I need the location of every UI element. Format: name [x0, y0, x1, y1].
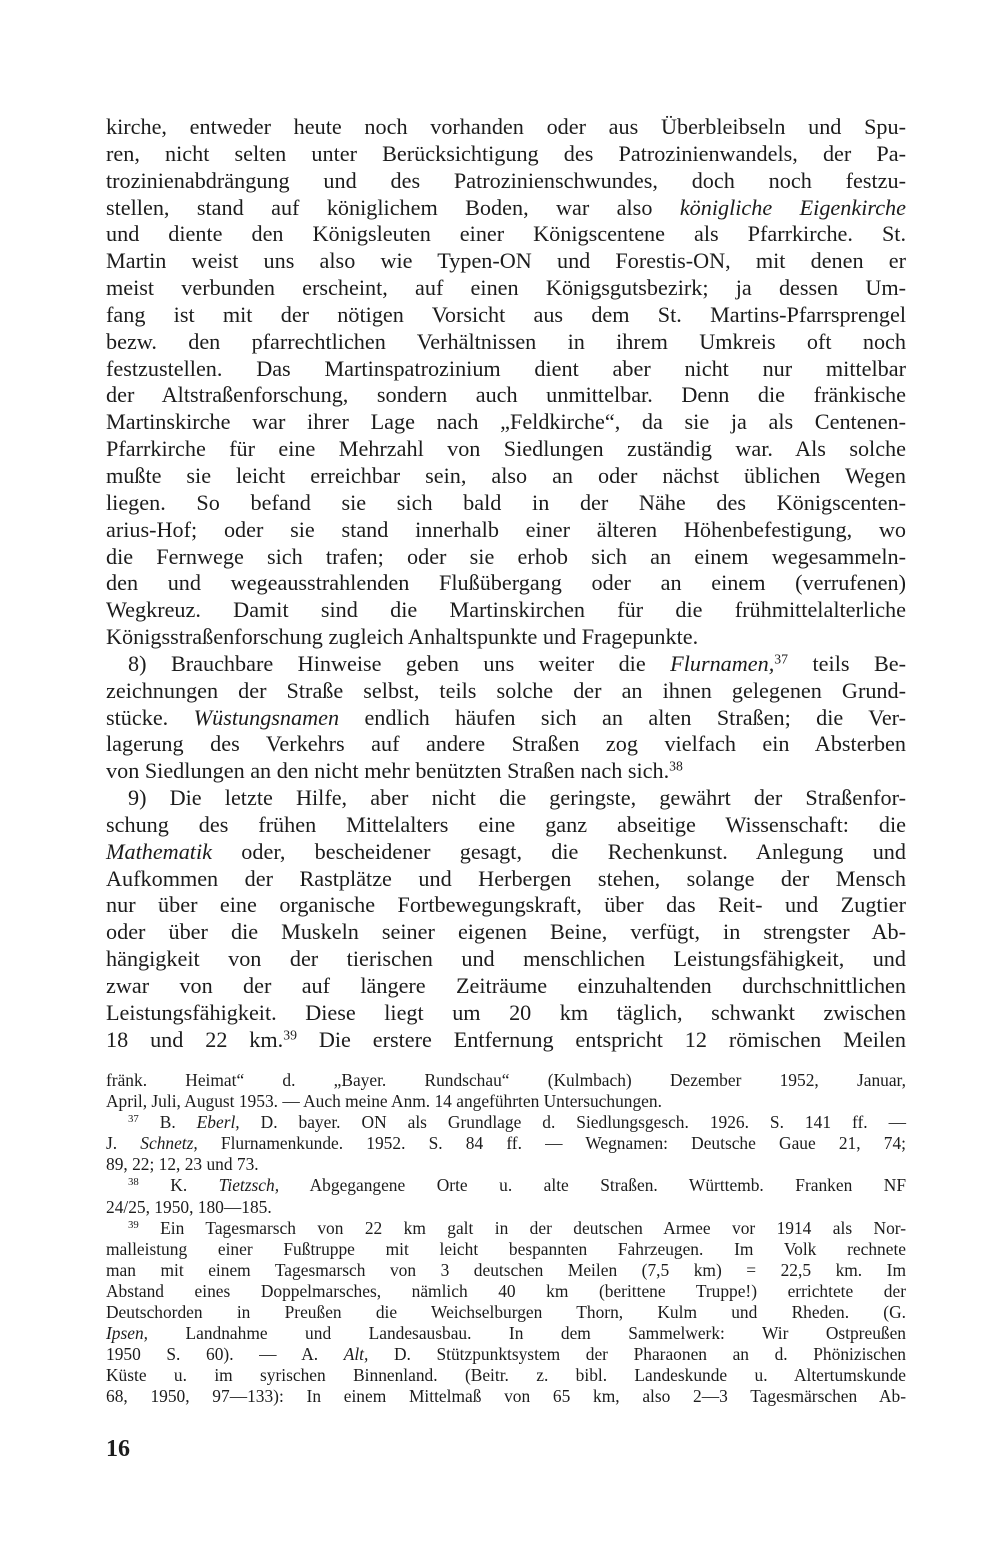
- text-run: hängigkeit von der tierischen und menschlichen Leistungsfähigkeit, und: [106, 946, 906, 972]
- body-line: [106, 436, 906, 463]
- text-run: 9) Die letzte Hilfe, aber nicht die geringste, gewährt der Straßenfor-: [128, 785, 906, 811]
- footnote-line: [106, 1281, 906, 1302]
- italic-term: königliche Eigenkirche: [679, 194, 906, 220]
- body-line: [106, 302, 906, 329]
- italic-term: Schnetz,: [140, 1133, 198, 1154]
- footnote-line: [106, 1239, 906, 1260]
- footnote-line: [106, 1070, 906, 1091]
- text-run: endlich häufen sich an alten Straßen; die Ver-: [339, 704, 906, 730]
- text-run: kirche, entweder heute noch vorhanden oder aus Überbleibseln und Spu-: [106, 114, 906, 139]
- body-line: [106, 463, 906, 490]
- text-run: nur über eine organische Fortbewegungskraft, über das Reit- und Zugtier: [106, 892, 906, 918]
- footnote-marker: 37: [128, 1113, 139, 1126]
- body-line: [106, 409, 906, 436]
- text-run: liegen. So befand sie sich bald in der Nähe des Königscenten-: [106, 489, 906, 515]
- text-run: oder über die Muskeln seiner eigenen Beine, verfügt, in strengster Ab-: [106, 919, 906, 945]
- body-line: [106, 597, 906, 624]
- body-text: [106, 114, 906, 1054]
- text-run: die Fernwege sich trafen; oder sie erhob sich an einem wegesammeln-: [106, 543, 906, 569]
- body-line: [106, 517, 906, 544]
- text-run: Abgegangene Orte u. alte Straßen. Württemb. Franken NF: [279, 1175, 906, 1196]
- body-line: [106, 892, 906, 919]
- text-run: B.: [138, 1112, 197, 1133]
- text-run: Landnahme und Landesausbau. In dem Sammelwerk: Wir Ostpreußen: [148, 1323, 906, 1344]
- body-line: [106, 678, 906, 705]
- text-run: Leistungsfähigkeit. Diese liegt um 20 km täglich, schwankt zwischen: [106, 999, 906, 1025]
- footnote-line: [106, 1260, 906, 1281]
- italic-term: Tietzsch,: [218, 1175, 280, 1196]
- body-line: [106, 248, 906, 275]
- text-run: stücke.: [106, 704, 194, 730]
- text-run: mußte sie leicht erreichbar sein, also an oder nächst üblichen Wegen: [106, 462, 906, 488]
- text-run: 18 und 22 km.: [106, 1026, 284, 1052]
- text-run: festzustellen. Das Martinspatrozinium dient aber nicht nur mittelbar: [106, 355, 906, 381]
- body-line: [106, 624, 906, 651]
- text-run: 8) Brauchbare Hinweise geben uns weiter die: [128, 650, 671, 676]
- text-run: 24/25, 1950, 180—185.: [106, 1196, 272, 1217]
- body-line: [106, 544, 906, 571]
- footnote-line: [106, 1386, 906, 1407]
- italic-term: Ipsen,: [106, 1323, 149, 1344]
- text-run: man mit einem Tagesmarsch von 3 deutschen Meilen (7,5 km) = 22,5 km. Im: [106, 1259, 906, 1280]
- text-run: Küste u. im syrischen Binnenland. (Beitr. z. bibl. Landeskunde u. Altertumskunde: [106, 1365, 906, 1386]
- footnote-line: [106, 1091, 906, 1112]
- italic-term: Eberl,: [196, 1112, 240, 1133]
- italic-term: Wüstungsnamen: [193, 704, 340, 730]
- text-run: April, Juli, August 1953. — Auch meine Anm. 14 angeführten Untersuchungen.: [106, 1091, 662, 1112]
- text-run: 68, 1950, 97—133): In einem Mittelmaß von 65 km, also 2—3 Tagesmärschen Ab-: [106, 1386, 906, 1407]
- text-run: Die erstere Entfernung entspricht 12 römischen Meilen: [296, 1026, 906, 1052]
- body-line: [106, 731, 906, 758]
- text-run: Deutschorden in Preußen die Weichselburgen Thorn, Kulm und Rheden. (G.: [106, 1302, 906, 1323]
- text-run: und diente den Königsleuten einer Königscentene als Pfarrkirche. St.: [106, 221, 906, 247]
- page-number: 16: [106, 1436, 130, 1462]
- footnote-line: [106, 1112, 906, 1133]
- footnote-line: [106, 1197, 906, 1218]
- italic-term: Alt,: [343, 1344, 369, 1365]
- body-line: [106, 490, 906, 517]
- text-run: teils Be-: [788, 650, 906, 676]
- body-line: [106, 973, 906, 1000]
- text-run: von Siedlungen an den nicht mehr benützten Straßen nach sich.: [106, 758, 670, 784]
- text-run: ren, nicht selten unter Berücksichtigung des Patrozinienwandels, der Pa-: [106, 140, 906, 166]
- footnote-marker: 38: [128, 1176, 139, 1189]
- body-line: [106, 356, 906, 383]
- body-line: [106, 839, 906, 866]
- text-run: 89, 22; 12, 23 und 73.: [106, 1154, 259, 1175]
- body-line: [106, 141, 906, 168]
- body-line: [106, 705, 906, 732]
- text-run: Wegkreuz. Damit sind die Martinskirchen für die frühmittelalterliche: [106, 597, 906, 623]
- text-run: trozinienabdrängung und des Patrozinienschwundes, doch noch festzu-: [106, 167, 906, 193]
- body-line: [106, 919, 906, 946]
- text-run: bezw. den pfarrechtlichen Verhältnissen in ihrem Umkreis oft noch: [106, 328, 906, 354]
- text-run: arius-Hof; oder sie stand innerhalb einer älteren Höhenbefestigung, wo: [106, 516, 906, 542]
- text-run: K.: [138, 1175, 219, 1196]
- body-line: [106, 329, 906, 356]
- text-run: zwar von der auf längere Zeiträume einzuhaltenden durchschnittlichen: [106, 973, 906, 998]
- text-run: D. bayer. ON als Grundlage d. Siedlungsgesch. 1926. S. 141 ff. —: [239, 1112, 906, 1133]
- italic-term: Mathematik: [106, 838, 212, 864]
- text-run: zeichnungen der Straße selbst, teils solche der an ihnen gelegenen Grund-: [106, 677, 906, 703]
- text-run: den und wegeausstrahlenden Flußübergang oder an einem (verrufenen): [106, 570, 906, 596]
- footnote-marker: 37: [774, 651, 789, 667]
- text-run: oder, bescheidener gesagt, die Rechenkunst. Anlegung und: [211, 838, 906, 864]
- footnote-line: [106, 1154, 906, 1175]
- body-line: [106, 758, 906, 785]
- body-line: [106, 570, 906, 597]
- text-run: Königsstraßenforschung zugleich Anhaltspunkte und Fragepunkte.: [106, 624, 699, 650]
- text-run: stellen, stand auf königlichem Boden, war also: [106, 194, 680, 220]
- footnote-line: [106, 1344, 906, 1365]
- body-line: [106, 946, 906, 973]
- text-run: Pfarrkirche für eine Mehrzahl von Siedlungen zuständig war. Als solche: [106, 436, 906, 462]
- italic-term: Flurnamen,: [670, 650, 775, 676]
- text-run: Aufkommen der Rastplätze und Herbergen stehen, solange der Mensch: [106, 865, 906, 891]
- body-line: [106, 382, 906, 409]
- body-line: [106, 651, 906, 678]
- text-run: J.: [106, 1133, 141, 1154]
- body-line: [106, 1000, 906, 1027]
- footnote-line: [106, 1218, 906, 1239]
- text-run: lagerung des Verkehrs auf andere Straßen zog vielfach ein Absterben: [106, 731, 906, 757]
- text-run: Abstand eines Doppelmarsches, nämlich 40 km (berittene Truppe!) errichtete der: [106, 1280, 906, 1301]
- text-run: fränk. Heimat“ d. „Bayer. Rundschau“ (Kulmbach) Dezember 1952, Januar,: [106, 1070, 906, 1090]
- body-line: [106, 1027, 906, 1054]
- body-line: [106, 812, 906, 839]
- text-run: D. Stützpunktsystem der Pharaonen an d. Phönizischen: [368, 1344, 907, 1365]
- text-run: Flurnamenkunde. 1952. S. 84 ff. — Wegnamen: Deutsche Gaue 21, 74;: [197, 1133, 906, 1154]
- footnote-marker: 38: [669, 758, 683, 774]
- text-run: schung des frühen Mittelalters eine ganz abseitige Wissenschaft: die: [106, 811, 906, 837]
- footnote-line: [106, 1365, 906, 1386]
- footnote-marker: 39: [283, 1027, 297, 1043]
- body-line: [106, 221, 906, 248]
- text-run: Martinskirche war ihrer Lage nach „Feldkirche“, da sie ja als Centenen-: [106, 409, 906, 435]
- footnote-marker: 39: [128, 1218, 139, 1231]
- body-line: [106, 195, 906, 222]
- body-line: [106, 114, 906, 141]
- footnote-line: [106, 1323, 906, 1344]
- text-run: der Altstraßenforschung, sondern auch unmittelbar. Denn die fränkische: [106, 382, 906, 408]
- footnote-line: [106, 1133, 906, 1154]
- text-run: meist verbunden erscheint, auf einen Königsgutsbezirk; ja dessen Um-: [106, 275, 906, 301]
- body-line: [106, 866, 906, 893]
- text-run: malleistung einer Fußtruppe mit leicht bespannten Fahrzeugen. Im Volk rechnete: [106, 1238, 906, 1259]
- body-line: [106, 275, 906, 302]
- footnote-line: [106, 1302, 906, 1323]
- text-run: 1950 S. 60). — A.: [106, 1344, 344, 1365]
- body-line: [106, 168, 906, 195]
- text-run: Ein Tagesmarsch von 22 km galt in der deutschen Armee vor 1914 als Nor-: [138, 1217, 906, 1238]
- text-run: Martin weist uns also wie Typen-ON und Forestis-ON, mit denen er: [106, 248, 906, 274]
- text-run: fang ist mit der nötigen Vorsicht aus dem St. Martins-Pfarrsprengel: [106, 301, 906, 327]
- footnote-line: [106, 1175, 906, 1196]
- body-line: [106, 785, 906, 812]
- footnotes: [106, 1070, 906, 1408]
